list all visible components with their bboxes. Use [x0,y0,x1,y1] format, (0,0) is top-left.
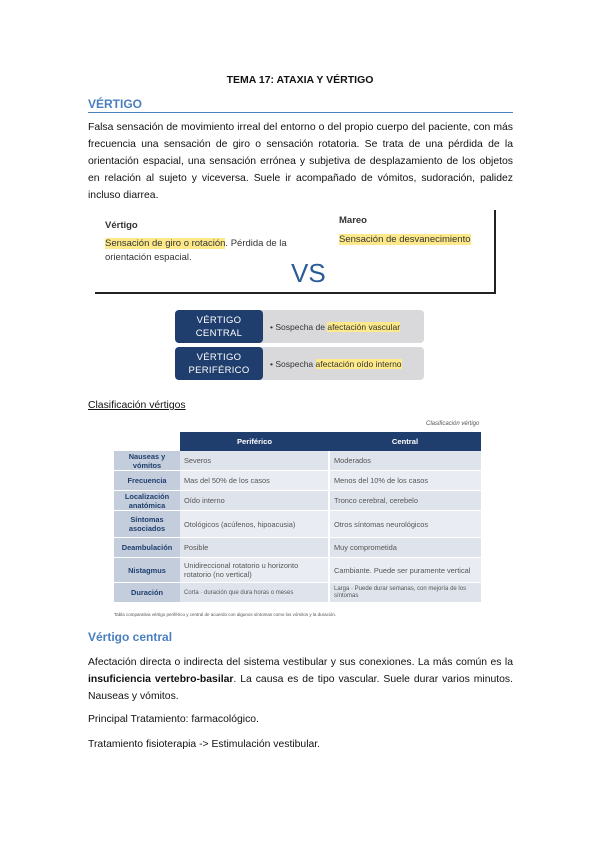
table-header-peripheral: Periférico [180,432,329,451]
table-header-central: Central [329,432,481,451]
peripheral-vertigo-tag: VÉRTIGO PERIFÉRICO [175,347,263,380]
central-vertigo-tag: VÉRTIGO CENTRAL [175,310,263,343]
row-label: Síntomas asociados [114,511,180,538]
vertigo-definition: Falsa sensación de movimiento irreal del entorno o del propio cuerpo del paciente, con más frecuencia una sensación de giro o sensación rotatoria. Se trata de una pérdida de la orientación espacial, una sensación errónea y subjetiva de desplazamiento de los objetos en relación al sujeto y viceversa. Suele ir acompañado de vómitos, sudoración, palidez incluso diarrea. [88,122,513,201]
table-row [114,471,481,491]
section-heading-central-vertigo: Vértigo central [88,630,173,644]
vertigo-label: Vértigo [105,220,138,231]
row-label: Nistagmus [114,558,180,583]
table-row [114,511,481,538]
table-row [114,558,481,583]
section-heading-vertigo: VÉRTIGO [88,97,513,113]
row-label: Nauseas y vómitos [114,451,180,471]
physio-line: Tratamiento fisioterapia -> Estimulación vestibular. [88,739,321,750]
mareo-description [339,233,471,247]
peripheral-cell: Mas del 50% de los casos [180,471,329,491]
central-cell: Moderados [329,451,481,471]
vertigo-highlight: Sensación de giro o rotación [105,238,226,249]
row-label: Localización anatómica [114,491,180,511]
treatment-line: Principal Tratamiento: farmacológico. [88,714,259,725]
peripheral-vertigo-box [175,347,424,380]
peripheral-cell: Otológicos (acúfenos, hipoacusia) [180,511,329,538]
central-vertigo-desc: • Sospecha de afectación vascular [270,321,401,332]
vertigo-vs-mareo-box [95,210,496,294]
central-cell: Tronco cerebral, cerebelo [329,491,481,511]
central-vertigo-box [175,310,424,343]
classification-table [114,432,481,603]
peripheral-vertigo-desc: • Sospecha afectación oído interno [270,358,402,369]
vs-label: VS [291,258,326,288]
central-cell: Cambiante. Puede ser puramente vertical [329,558,481,583]
peripheral-cell: Oído interno [180,491,329,511]
row-label: Deambulación [114,538,180,558]
mareo-highlight: Sensación de desvanecimiento [339,234,471,245]
table-row [114,583,481,603]
table-footnote: Tabla comparativa vértigo periférico y central de acuerdo con algunos síntomas como los vómitos y la duración. [114,612,337,617]
table-caption: Clasificación vértigo [426,421,480,427]
classification-heading: Clasificación vértigos [88,400,186,411]
table-header-row [114,432,481,451]
central-cell: Larga · Puede durar semanas, con mejoría de los síntomas [329,583,481,603]
table-row [114,491,481,511]
row-label: Frecuencia [114,471,180,491]
vertigo-rest: . Pérdida de la orientación espacial. [105,238,287,263]
page-title: TEMA 17: ATAXIA Y VÉRTIGO [226,74,374,86]
vertigo-description [105,237,295,265]
peripheral-cell: Posible [180,538,329,558]
row-label: Duración [114,583,180,603]
table-row [114,538,481,558]
table-row [114,451,481,471]
table-header-empty [114,432,180,451]
central-cell: Muy comprometida [329,538,481,558]
central-cell: Menos del 10% de los casos [329,471,481,491]
peripheral-cell: Corta · duración que dura horas o meses [180,583,329,603]
central-cell: Otros síntomas neurológicos [329,511,481,538]
peripheral-cell: Unidireccional rotatorio u horizonto rotatorio (no vertical) [180,558,329,583]
peripheral-cell: Severos [180,451,329,471]
central-vertigo-paragraph: Afectación directa o indirecta del sistema vestibular y sus conexiones. La más común es la insuficiencia vertebro-basilar. La causa es de tipo vascular. Suele durar varios minutos. Nauseas y vómitos. [88,657,513,702]
mareo-label: Mareo [339,215,367,226]
